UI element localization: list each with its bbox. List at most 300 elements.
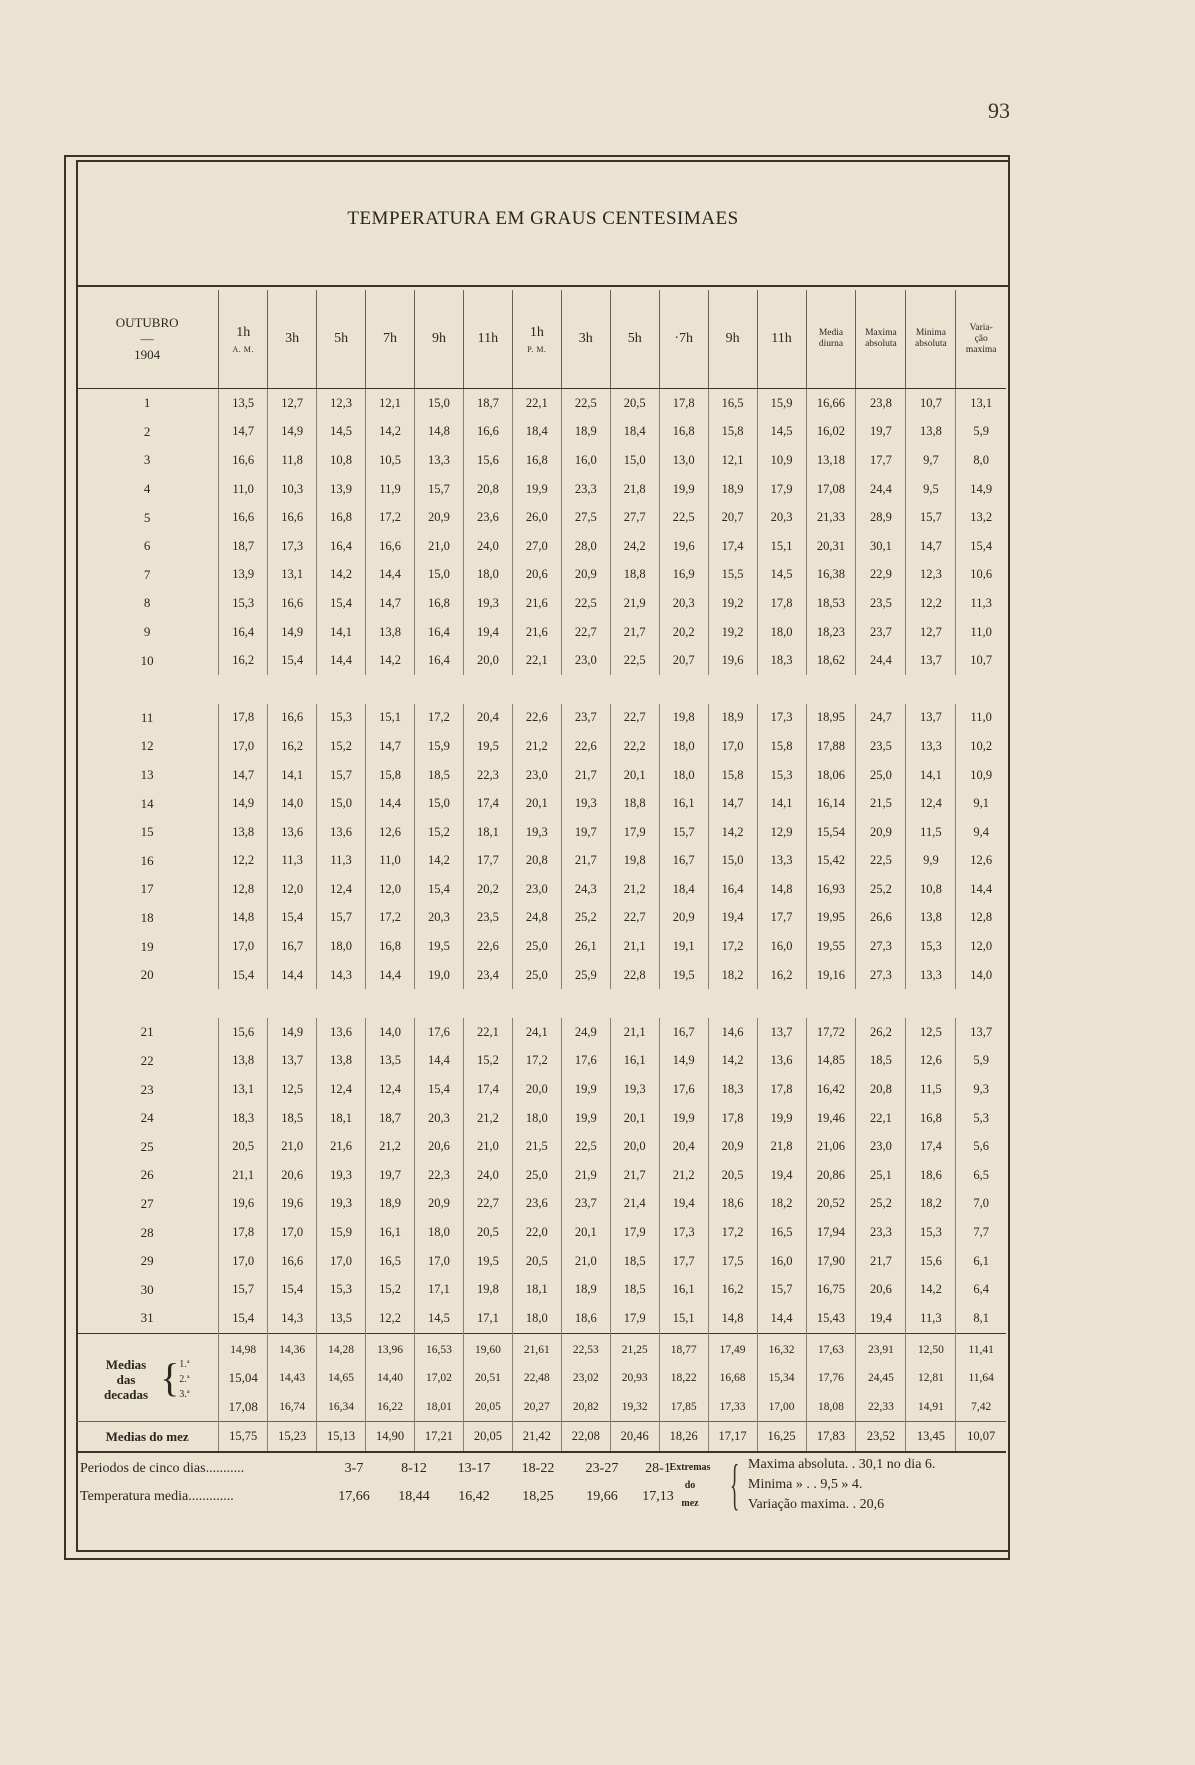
value-cell: 12,0 — [970, 939, 993, 954]
day-row — [76, 532, 1006, 561]
day-row — [76, 847, 1006, 876]
value-cell: 15,2 — [415, 818, 464, 847]
value-cell: 16,6 — [366, 532, 415, 561]
value-cell: 14,9 — [219, 789, 268, 818]
value-cell: 14,9 — [970, 481, 993, 496]
value-cell: 15,4 — [219, 961, 268, 990]
value-cell: 14,4 — [268, 961, 317, 990]
maxima-absoluta-line: Maxima absoluta. . 30,1 no dia 6. — [748, 1457, 936, 1472]
value-cell: 23,5 — [856, 589, 906, 618]
value-cell: 18,9 — [366, 1190, 415, 1219]
value-cell: 18,5 — [856, 1047, 906, 1076]
value-cell: 16,8 — [906, 1104, 956, 1133]
value-cell: 13,5 — [219, 389, 268, 418]
value-cell: 19,4 — [856, 1304, 906, 1333]
monthly-mean-value: 17,83 — [806, 1422, 856, 1452]
header-line: Minima — [915, 328, 946, 338]
value-cell: 17,72 — [806, 1018, 856, 1047]
value-cell: 25,2 — [856, 875, 906, 904]
value-cell: 12,4 — [906, 789, 956, 818]
hour-header — [659, 290, 708, 389]
value-cell: 13,7 — [268, 1047, 317, 1076]
decade-value: 18,08 — [806, 1393, 856, 1422]
value-cell: 14,7 — [708, 789, 757, 818]
value-cell: 30,1 — [856, 532, 906, 561]
temperatura-value: 19,66 — [586, 1489, 618, 1504]
value-cell: 17,9 — [610, 1304, 659, 1333]
value-cell: 13,1 — [268, 561, 317, 590]
value-cell: 16,6 — [268, 1247, 317, 1276]
day-number: 1 — [76, 389, 219, 418]
value-cell: 18,1 — [317, 1104, 366, 1133]
value-cell: 25,0 — [512, 932, 561, 961]
value-cell: 19,9 — [512, 475, 561, 504]
value-cell: 16,1 — [366, 1218, 415, 1247]
value-cell: 27,0 — [512, 532, 561, 561]
value-cell: 13,7 — [906, 646, 956, 675]
value-cell: 25,0 — [512, 961, 561, 990]
value-cell: 20,52 — [806, 1190, 856, 1219]
value-cell: 20,3 — [415, 1104, 464, 1133]
day-number: 5 — [76, 503, 219, 532]
periodo-value: 13-17 — [457, 1461, 491, 1476]
am-label: A. M. — [232, 344, 254, 354]
value-cell: 5,3 — [973, 1110, 989, 1125]
value-cell: 18,9 — [708, 704, 757, 733]
day-number: 23 — [76, 1075, 219, 1104]
value-cell: 25,1 — [856, 1161, 906, 1190]
value-cell: 15,4 — [317, 589, 366, 618]
value-cell: 20,6 — [415, 1132, 464, 1161]
value-cell: 17,0 — [219, 1247, 268, 1276]
value-cell: 22,3 — [415, 1161, 464, 1190]
variacao-maxima-header — [956, 290, 1006, 389]
value-cell: 17,2 — [512, 1047, 561, 1076]
day-row — [76, 875, 1006, 904]
value-cell: 18,95 — [806, 704, 856, 733]
value-cell: 15,2 — [366, 1275, 415, 1304]
value-cell: 14,7 — [219, 761, 268, 790]
value-cell: 17,4 — [708, 532, 757, 561]
value-cell: 17,7 — [463, 847, 512, 876]
day-number: 4 — [76, 475, 219, 504]
value-cell: 16,2 — [708, 1275, 757, 1304]
value-cell: 19,8 — [610, 847, 659, 876]
value-cell: 19,4 — [463, 618, 512, 647]
value-cell: 19,3 — [317, 1161, 366, 1190]
decade-value: 16,53 — [415, 1333, 464, 1364]
day-row — [76, 389, 1006, 418]
monthly-mean-value: 14,90 — [366, 1422, 415, 1452]
extremas-line: mez — [681, 1498, 699, 1509]
decade-value: 19,32 — [610, 1393, 659, 1422]
value-cell: 17,90 — [806, 1247, 856, 1276]
value-cell: 12,2 — [366, 1304, 415, 1333]
decade-value: 13,96 — [366, 1333, 415, 1364]
value-cell: 19,3 — [512, 818, 561, 847]
value-cell: 20,86 — [806, 1161, 856, 1190]
value-cell: 20,9 — [856, 818, 906, 847]
value-cell: 16,38 — [806, 561, 856, 590]
value-cell: 14,2 — [366, 418, 415, 447]
value-cell: 16,4 — [415, 618, 464, 647]
value-cell: 14,0 — [970, 967, 993, 982]
value-cell: 14,3 — [317, 961, 366, 990]
minima-absoluta-header — [906, 290, 956, 389]
value-cell: 13,6 — [317, 1018, 366, 1047]
value-cell: 19,95 — [806, 904, 856, 933]
value-cell: 14,1 — [268, 761, 317, 790]
decade-label-cell — [76, 1333, 219, 1422]
header-row — [76, 290, 1006, 389]
value-cell: 11,8 — [268, 446, 317, 475]
value-cell: 7,0 — [973, 1196, 989, 1211]
value-cell: 17,5 — [708, 1247, 757, 1276]
value-cell: 18,0 — [512, 1304, 561, 1333]
value-cell: 23,6 — [463, 503, 512, 532]
value-cell: 18,6 — [561, 1304, 610, 1333]
hour-header — [757, 290, 806, 389]
value-cell: 18,2 — [906, 1190, 956, 1219]
value-cell: 17,9 — [610, 818, 659, 847]
value-cell: 23,7 — [561, 704, 610, 733]
header-line: absoluta — [915, 339, 947, 349]
hour-label: 1h — [236, 324, 251, 340]
periodo-value: 18-22 — [521, 1461, 555, 1476]
value-cell: 11,9 — [366, 475, 415, 504]
value-cell: 21,6 — [512, 618, 561, 647]
value-cell: 13,6 — [317, 818, 366, 847]
monthly-mean-value: 22,08 — [561, 1422, 610, 1452]
temperatura-value: 17,13 — [642, 1489, 674, 1504]
value-cell: 15,3 — [906, 1218, 956, 1247]
value-cell: 16,66 — [806, 389, 856, 418]
value-cell: 9,3 — [973, 1082, 989, 1097]
value-cell: 12,3 — [317, 389, 366, 418]
value-cell: 10,2 — [970, 738, 993, 753]
day-number: 21 — [76, 1018, 219, 1047]
value-cell: 16,5 — [366, 1247, 415, 1276]
value-cell: 18,9 — [561, 418, 610, 447]
day-row — [76, 904, 1006, 933]
extremas-label — [655, 1459, 725, 1513]
value-cell: 18,5 — [610, 1275, 659, 1304]
value-cell: 18,2 — [757, 1190, 806, 1219]
value-cell: 28,9 — [856, 503, 906, 532]
decade-value: 14,65 — [317, 1364, 366, 1393]
value-cell: 15,2 — [317, 732, 366, 761]
value-cell: 25,9 — [561, 961, 610, 990]
year: 1904 — [134, 347, 161, 362]
value-cell: 19,2 — [708, 589, 757, 618]
value-cell: 19,0 — [415, 961, 464, 990]
day-number: 16 — [76, 847, 219, 876]
day-number: 15 — [76, 818, 219, 847]
decade-value: 14,36 — [268, 1333, 317, 1364]
value-cell: 21,2 — [463, 1104, 512, 1133]
day-number: 27 — [76, 1190, 219, 1219]
day-row — [76, 561, 1006, 590]
day-number: 11 — [76, 704, 219, 733]
hour-label: 9h — [725, 331, 740, 346]
day-number: 22 — [76, 1047, 219, 1076]
decade-value: 15,04 — [219, 1364, 268, 1393]
value-cell: 20,6 — [512, 561, 561, 590]
hour-label: ·7h — [674, 331, 693, 346]
value-cell: 16,4 — [317, 532, 366, 561]
value-cell: 9,4 — [973, 824, 989, 839]
value-cell: 11,3 — [970, 595, 992, 610]
value-cell: 16,2 — [757, 961, 806, 990]
value-cell: 23,3 — [856, 1218, 906, 1247]
value-cell: 18,7 — [366, 1104, 415, 1133]
value-cell: 15,4 — [268, 904, 317, 933]
monthly-mean-value: 16,25 — [757, 1422, 806, 1452]
value-cell: 12,3 — [906, 561, 956, 590]
day-number: 7 — [76, 561, 219, 590]
value-cell: 15,9 — [317, 1218, 366, 1247]
value-cell: 19,2 — [708, 618, 757, 647]
value-cell: 15,3 — [757, 761, 806, 790]
decade-value: 21,25 — [610, 1333, 659, 1364]
value-cell: 15,3 — [317, 1275, 366, 1304]
periodo-value: 3-7 — [344, 1461, 364, 1476]
hour-header — [268, 290, 317, 389]
value-cell: 14,1 — [906, 761, 956, 790]
value-cell: 16,6 — [268, 503, 317, 532]
value-cell: 20,1 — [512, 789, 561, 818]
value-cell: 18,8 — [610, 789, 659, 818]
value-cell: 19,3 — [610, 1075, 659, 1104]
decade-spacer — [76, 989, 1006, 1018]
value-cell: 15,2 — [463, 1047, 512, 1076]
periodo-value: 28-1 — [645, 1461, 671, 1476]
day-number: 20 — [76, 961, 219, 990]
value-cell: 18,0 — [659, 732, 708, 761]
value-cell: 16,6 — [463, 418, 512, 447]
value-cell: 19,4 — [708, 904, 757, 933]
value-cell: 23,0 — [856, 1132, 906, 1161]
value-cell: 19,8 — [659, 704, 708, 733]
value-cell: 12,2 — [219, 847, 268, 876]
day-number: 13 — [76, 761, 219, 790]
value-cell: 18,0 — [415, 1218, 464, 1247]
hour-label: 1h — [529, 324, 544, 340]
value-cell: 16,4 — [708, 875, 757, 904]
value-cell: 15,3 — [906, 932, 956, 961]
value-cell: 7,7 — [973, 1225, 989, 1240]
value-cell: 23,0 — [561, 646, 610, 675]
day-number: 6 — [76, 532, 219, 561]
value-cell: 16,6 — [219, 503, 268, 532]
value-cell: 14,0 — [366, 1018, 415, 1047]
month-name: OUTUBRO — [115, 315, 179, 330]
value-cell: 27,7 — [610, 503, 659, 532]
day-row — [76, 1275, 1006, 1304]
day-row — [76, 1047, 1006, 1076]
value-cell: 20,4 — [659, 1132, 708, 1161]
decade-value: 14,91 — [906, 1393, 956, 1422]
value-cell: 11,0 — [219, 475, 268, 504]
value-cell: 20,0 — [463, 646, 512, 675]
hour-header — [317, 290, 366, 389]
value-cell: 22,1 — [512, 646, 561, 675]
value-cell: 15,7 — [659, 818, 708, 847]
value-cell: 15,4 — [268, 646, 317, 675]
monthly-mean-value: 13,45 — [906, 1422, 956, 1452]
value-cell: 24,9 — [561, 1018, 610, 1047]
decade-ordinal: 2.ª — [179, 1373, 190, 1385]
value-cell: 25,2 — [856, 1190, 906, 1219]
value-cell: 14,8 — [708, 1304, 757, 1333]
decade-ordinal: 3.ª — [179, 1388, 190, 1400]
value-cell: 21,0 — [463, 1132, 512, 1161]
value-cell: 13,8 — [366, 618, 415, 647]
value-cell: 19,7 — [561, 818, 610, 847]
decade-spacer — [76, 675, 1006, 704]
value-cell: 17,9 — [610, 1218, 659, 1247]
value-cell: 22,5 — [561, 1132, 610, 1161]
value-cell: 15,7 — [415, 475, 464, 504]
value-cell: 15,4 — [970, 538, 993, 553]
value-cell: 12,1 — [366, 389, 415, 418]
value-cell: 21,8 — [757, 1132, 806, 1161]
value-cell: 8,0 — [973, 452, 989, 467]
value-cell: 11,0 — [970, 710, 992, 725]
value-cell: 16,7 — [659, 1018, 708, 1047]
hour-label: 11h — [771, 331, 792, 346]
monthly-mean-value: 17,17 — [708, 1422, 757, 1452]
value-cell: 22,6 — [463, 932, 512, 961]
value-cell: 13,3 — [906, 732, 956, 761]
decade-label-line: Medias — [105, 1356, 147, 1372]
value-cell: 12,2 — [906, 589, 956, 618]
value-cell: 21,9 — [561, 1161, 610, 1190]
value-cell: 21,1 — [610, 932, 659, 961]
value-cell: 10,3 — [268, 475, 317, 504]
value-cell: 14,4 — [366, 961, 415, 990]
value-cell: 24,1 — [512, 1018, 561, 1047]
value-cell: 22,1 — [856, 1104, 906, 1133]
value-cell: 17,4 — [463, 1075, 512, 1104]
decade-value: 14,40 — [366, 1364, 415, 1393]
value-cell: 22,7 — [463, 1190, 512, 1219]
value-cell: 17,8 — [219, 1218, 268, 1247]
value-cell: 14,8 — [415, 418, 464, 447]
value-cell: 17,2 — [366, 904, 415, 933]
value-cell: 22,5 — [856, 847, 906, 876]
value-cell: 18,5 — [610, 1247, 659, 1276]
day-row — [76, 589, 1006, 618]
value-cell: 21,5 — [856, 789, 906, 818]
value-cell: 17,6 — [659, 1075, 708, 1104]
day-number: 25 — [76, 1132, 219, 1161]
day-row — [76, 646, 1006, 675]
value-cell: 16,8 — [415, 589, 464, 618]
value-cell: 15,4 — [415, 875, 464, 904]
value-cell: 14,5 — [317, 418, 366, 447]
value-cell: 14,7 — [219, 418, 268, 447]
value-cell: 14,1 — [317, 618, 366, 647]
value-cell: 19,1 — [659, 932, 708, 961]
value-cell: 22,2 — [610, 732, 659, 761]
decade-value: 17,00 — [757, 1393, 806, 1422]
value-cell: 17,6 — [561, 1047, 610, 1076]
value-cell: 15,43 — [806, 1304, 856, 1333]
value-cell: 23,8 — [856, 389, 906, 418]
temperature-table — [76, 290, 1006, 1453]
value-cell: 15,0 — [415, 561, 464, 590]
value-cell: 12,7 — [906, 618, 956, 647]
value-cell: 9,5 — [906, 475, 956, 504]
value-cell: 14,2 — [317, 561, 366, 590]
value-cell: 14,7 — [906, 532, 956, 561]
day-number: 30 — [76, 1275, 219, 1304]
value-cell: 18,53 — [806, 589, 856, 618]
value-cell: 18,1 — [463, 818, 512, 847]
value-cell: 10,7 — [906, 389, 956, 418]
value-cell: 19,7 — [366, 1161, 415, 1190]
value-cell: 21,2 — [366, 1132, 415, 1161]
value-cell: 18,3 — [757, 646, 806, 675]
hour-label: 3h — [285, 331, 300, 346]
decade-value: 20,93 — [610, 1364, 659, 1393]
decade-rows — [76, 1333, 1006, 1452]
value-cell: 17,2 — [415, 704, 464, 733]
value-cell: 17,7 — [659, 1247, 708, 1276]
value-cell: 15,3 — [219, 589, 268, 618]
decade-value: 17,02 — [415, 1364, 464, 1393]
hour-header — [463, 290, 512, 389]
value-cell: 23,6 — [512, 1190, 561, 1219]
decade-value: 20,27 — [512, 1393, 561, 1422]
value-cell: 13,0 — [659, 446, 708, 475]
value-cell: 14,5 — [415, 1304, 464, 1333]
value-cell: 16,42 — [806, 1075, 856, 1104]
header-line: ção — [974, 333, 988, 344]
value-cell: 19,46 — [806, 1104, 856, 1133]
decade-value: 21,61 — [512, 1333, 561, 1364]
value-cell: 19,4 — [757, 1161, 806, 1190]
value-cell: 12,0 — [366, 875, 415, 904]
decade-value: 16,34 — [317, 1393, 366, 1422]
decade-value: 16,68 — [708, 1364, 757, 1393]
value-cell: 20,0 — [610, 1132, 659, 1161]
decade-value: 14,28 — [317, 1333, 366, 1364]
value-cell: 12,9 — [757, 818, 806, 847]
value-cell: 5,9 — [973, 1053, 989, 1068]
value-cell: 26,2 — [856, 1018, 906, 1047]
day-number: 2 — [76, 418, 219, 447]
value-cell: 19,8 — [463, 1275, 512, 1304]
month-header — [76, 290, 219, 389]
value-cell: 22,5 — [610, 646, 659, 675]
value-cell: 21,2 — [512, 732, 561, 761]
day-row — [76, 1304, 1006, 1333]
header-line: Media — [818, 328, 844, 338]
day-row — [76, 789, 1006, 818]
daily-rows — [76, 389, 1006, 1334]
value-cell: 20,5 — [708, 1161, 757, 1190]
value-cell: 13,3 — [757, 847, 806, 876]
day-row — [76, 1104, 1006, 1133]
value-cell: 19,5 — [659, 961, 708, 990]
value-cell: 17,8 — [757, 589, 806, 618]
value-cell: 20,1 — [561, 1218, 610, 1247]
value-cell: 23,5 — [856, 732, 906, 761]
value-cell: 13,2 — [970, 510, 993, 525]
value-cell: 22,1 — [463, 1018, 512, 1047]
